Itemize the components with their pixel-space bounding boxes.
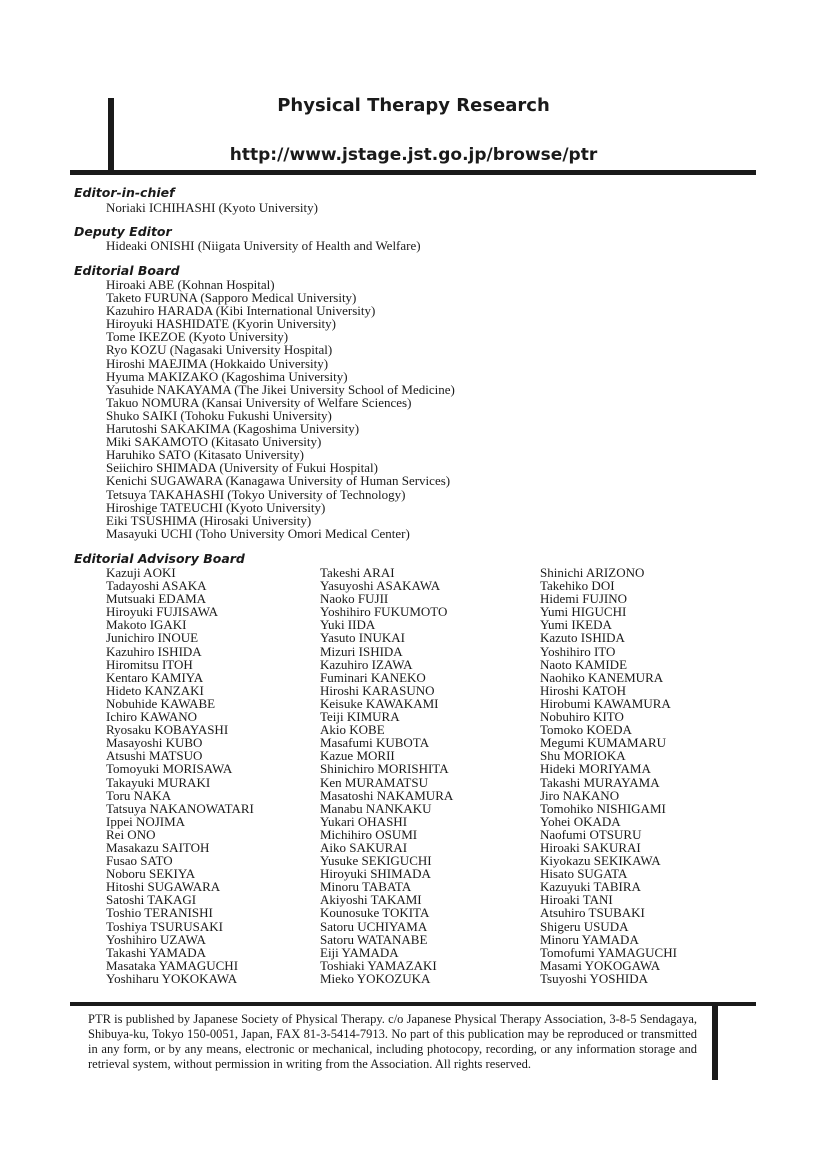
advisory-board-heading: Editorial Advisory Board: [74, 551, 245, 566]
board-member: Shuko SAIKI (Tohoku Fukushi University): [106, 407, 332, 423]
advisory-member: Aiko SAKURAI: [320, 839, 408, 855]
advisory-member: Yoshihiro UZAWA: [106, 931, 206, 947]
advisory-member: Noboru SEKIYA: [106, 866, 196, 882]
editorial-board-heading: Editorial Board: [74, 263, 180, 278]
advisory-member: Yumi HIGUCHI: [540, 604, 627, 620]
advisory-member: Takayuki MURAKI: [106, 774, 211, 790]
advisory-member: Kazuto ISHIDA: [540, 630, 625, 646]
advisory-member: Tomohiko NISHIGAMI: [540, 800, 666, 816]
advisory-member: Atsushi MATSUO: [106, 748, 203, 764]
board-member: Hiroshige TATEUCHI (Kyoto University): [106, 499, 326, 515]
board-member: Takuo NOMURA (Kansai University of Welfare Sciences): [106, 394, 412, 410]
footer-horizontal-rule: [70, 1002, 756, 1006]
advisory-member: Yohei OKADA: [540, 813, 621, 829]
board-member: Miki SAKAMOTO (Kitasato University): [106, 434, 322, 450]
advisory-member: Takeshi ARAI: [320, 565, 395, 580]
advisory-member: Toshio TERANISHI: [106, 905, 213, 921]
advisory-member: Fusao SATO: [106, 853, 173, 869]
advisory-member: Hiroshi KARASUNO: [320, 682, 435, 698]
advisory-member: Makoto IGAKI: [106, 617, 187, 633]
advisory-member: Hiroaki SAKURAI: [540, 839, 641, 855]
board-member: Harutoshi SAKAKIMA (Kagoshima University): [106, 421, 360, 437]
editorial-board-list: [106, 278, 455, 540]
advisory-member: Hiroyuki SHIMADA: [320, 866, 431, 882]
board-member: Kazuhiro HARADA (Kibi International University): [106, 303, 376, 319]
advisory-member: Hideki MORIYAMA: [540, 761, 651, 777]
advisory-member: Toru NAKA: [106, 787, 172, 803]
advisory-member: Tadayoshi ASAKA: [106, 578, 207, 594]
advisory-member: Michihiro OSUMI: [320, 826, 418, 842]
advisory-member: Megumi KUMAMARU: [540, 735, 667, 751]
advisory-board-column-1: [106, 566, 254, 985]
advisory-member: Kounosuke TOKITA: [320, 905, 430, 921]
board-member: Yasuhide NAKAYAMA (The Jikei University School of Medicine): [106, 381, 455, 397]
advisory-member: Toshiya TSURUSAKI: [106, 918, 223, 934]
advisory-member: Satoshi TAKAGI: [106, 892, 197, 908]
advisory-member: Rei ONO: [106, 826, 156, 842]
journal-title: Physical Therapy Research: [277, 95, 550, 116]
footer-vertical-rule: [712, 1006, 718, 1080]
advisory-member: Masafumi KUBOTA: [320, 735, 430, 751]
board-member: Hiroshi MAEJIMA (Hokkaido University): [106, 355, 329, 371]
advisory-member: Shigeru USUDA: [540, 918, 629, 934]
advisory-member: Masami YOKOGAWA: [540, 957, 661, 973]
board-member: Seiichiro SHIMADA (University of Fukui Hospital): [106, 460, 378, 476]
advisory-member: Tsuyoshi YOSHIDA: [540, 970, 649, 986]
advisory-member: Yumi IKEDA: [540, 617, 612, 633]
advisory-board-column-3: [540, 566, 677, 985]
advisory-member: Hisato SUGATA: [540, 866, 628, 882]
advisory-member: Shinichi ARIZONO: [540, 565, 645, 580]
advisory-member: Hideto KANZAKI: [106, 682, 204, 698]
advisory-member: Yoshihiro FUKUMOTO: [320, 604, 448, 620]
board-member: Taketo FURUNA (Sapporo Medical University): [106, 290, 357, 306]
advisory-member: Ryosaku KOBAYASHI: [106, 722, 229, 738]
advisory-member: Minoru TABATA: [320, 879, 412, 895]
board-member: Masayuki UCHI (Toho University Omori Medical Center): [106, 525, 410, 541]
board-member: Eiki TSUSHIMA (Hirosaki University): [106, 512, 312, 528]
advisory-member: Akiyoshi TAKAMI: [320, 892, 422, 908]
advisory-member: Mutsuaki EDAMA: [106, 591, 207, 607]
advisory-member: Yoshiharu YOKOKAWA: [106, 970, 238, 986]
advisory-member: Satoru UCHIYAMA: [320, 918, 428, 934]
advisory-member: Takehiko DOI: [540, 578, 615, 594]
board-member: Kenichi SUGAWARA (Kanagawa University of Human Services): [106, 473, 451, 489]
advisory-member: Tatsuya NAKANOWATARI: [106, 800, 254, 816]
editor-in-chief-name: Noriaki ICHIHASHI (Kyoto University): [106, 200, 318, 215]
advisory-member: Tomoyuki MORISAWA: [106, 761, 233, 777]
advisory-member: Yasuto INUKAI: [320, 630, 405, 646]
advisory-member: Teiji KIMURA: [320, 709, 400, 725]
advisory-member: Hiroyuki FUJISAWA: [106, 604, 218, 620]
advisory-member: Yoshihiro ITO: [540, 643, 616, 659]
board-member: Hiroaki ABE (Kohnan Hospital): [106, 277, 275, 292]
advisory-member: Shinichiro MORISHITA: [320, 761, 449, 777]
advisory-member: Hitoshi SUGAWARA: [106, 879, 221, 895]
advisory-board-column-2: [320, 566, 453, 985]
advisory-member: Hidemi FUJINO: [540, 591, 628, 607]
advisory-member: Kazuhiro ISHIDA: [106, 643, 202, 659]
advisory-member: Mieko YOKOZUKA: [320, 970, 431, 986]
board-member: Haruhiko SATO (Kitasato University): [106, 447, 304, 463]
advisory-member: Mizuri ISHIDA: [320, 643, 403, 659]
advisory-member: Kiyokazu SEKIKAWA: [540, 853, 661, 869]
board-member: Ryo KOZU (Nagasaki University Hospital): [106, 342, 333, 358]
advisory-member: Fuminari KANEKO: [320, 669, 426, 685]
advisory-member: Ken MURAMATSU: [320, 774, 428, 790]
advisory-member: Shu MORIOKA: [540, 748, 626, 764]
advisory-member: Toshiaki YAMAZAKI: [320, 957, 437, 973]
advisory-member: Satoru WATANABE: [320, 931, 428, 947]
advisory-member: Nobuhiro KITO: [540, 709, 624, 725]
board-member: Tome IKEZOE (Kyoto University): [106, 329, 289, 345]
advisory-member: Yasuyoshi ASAKAWA: [320, 578, 441, 594]
board-member: Tetsuya TAKAHASHI (Tokyo University of Technology): [106, 486, 406, 502]
editor-in-chief-heading: Editor-in-chief: [74, 185, 175, 200]
advisory-member: Hiroaki TANI: [540, 892, 613, 908]
advisory-member: Hirobumi KAWAMURA: [540, 695, 671, 711]
advisory-member: Masayoshi KUBO: [106, 735, 203, 751]
advisory-member: Naoto KAMIDE: [540, 656, 628, 672]
advisory-member: Kentaro KAMIYA: [106, 669, 204, 685]
advisory-member: Tomoko KOEDA: [540, 722, 632, 738]
advisory-member: Takashi YAMADA: [106, 944, 207, 960]
advisory-member: Ippei NOJIMA: [106, 813, 186, 829]
advisory-member: Tomofumi YAMAGUCHI: [540, 944, 677, 960]
advisory-member: Masakazu SAITOH: [106, 839, 210, 855]
advisory-member: Naoko FUJII: [320, 591, 389, 607]
advisory-member: Masatoshi NAKAMURA: [320, 787, 454, 803]
advisory-member: Kazuji AOKI: [106, 565, 176, 580]
advisory-member: Kazue MORII: [320, 748, 395, 764]
advisory-member: Takashi MURAYAMA: [540, 774, 660, 790]
advisory-member: Yuki IIDA: [320, 617, 376, 633]
advisory-member: Hiromitsu ITOH: [106, 656, 193, 672]
journal-url[interactable]: http://www.jstage.jst.go.jp/browse/ptr: [229, 145, 598, 165]
advisory-member: Minoru YAMADA: [540, 931, 639, 947]
advisory-member: Yukari OHASHI: [320, 813, 408, 829]
publisher-notice: PTR is published by Japanese Society of Physical Therapy. c/o Japanese Physical Therapy Association, 3-8-5 Sendagaya, Shibuya-ku, Tokyo 150-0051, Japan, FAX 81-3-5414-7913. No part of this publication may be reproduced or transmitted in any form, or by any means, electronic or mechanical, including photocopy, recording, or any information storage and retrieval system, without permission in writing from the Association. All rights reserved.: [88, 1012, 697, 1071]
advisory-member: Atsuhiro TSUBAKI: [540, 905, 645, 921]
advisory-member: Kazuyuki TABIRA: [540, 879, 641, 895]
deputy-editor-name: Hideaki ONISHI (Niigata University of Health and Welfare): [106, 238, 421, 253]
advisory-member: Kazuhiro IZAWA: [320, 656, 413, 672]
advisory-member: Eiji YAMADA: [320, 944, 399, 960]
advisory-member: Ichiro KAWANO: [106, 709, 198, 725]
advisory-member: Masataka YAMAGUCHI: [106, 957, 239, 973]
advisory-member: Naohiko KANEMURA: [540, 669, 664, 685]
advisory-member: Naofumi OTSURU: [540, 826, 642, 842]
advisory-member: Yusuke SEKIGUCHI: [320, 853, 432, 869]
advisory-member: Akio KOBE: [320, 722, 385, 738]
deputy-editor-heading: Deputy Editor: [74, 224, 172, 239]
advisory-member: Hiroshi KATOH: [540, 682, 627, 698]
header-horizontal-rule: [70, 170, 756, 175]
advisory-member: Manabu NANKAKU: [320, 800, 432, 816]
board-member: Hiroyuki HASHIDATE (Kyorin University): [106, 316, 337, 332]
advisory-member: Junichiro INOUE: [106, 630, 199, 646]
advisory-member: Jiro NAKANO: [540, 787, 620, 803]
advisory-member: Keisuke KAWAKAMI: [320, 695, 439, 711]
advisory-member: Nobuhide KAWABE: [106, 695, 216, 711]
board-member: Hyuma MAKIZAKO (Kagoshima University): [106, 368, 348, 384]
